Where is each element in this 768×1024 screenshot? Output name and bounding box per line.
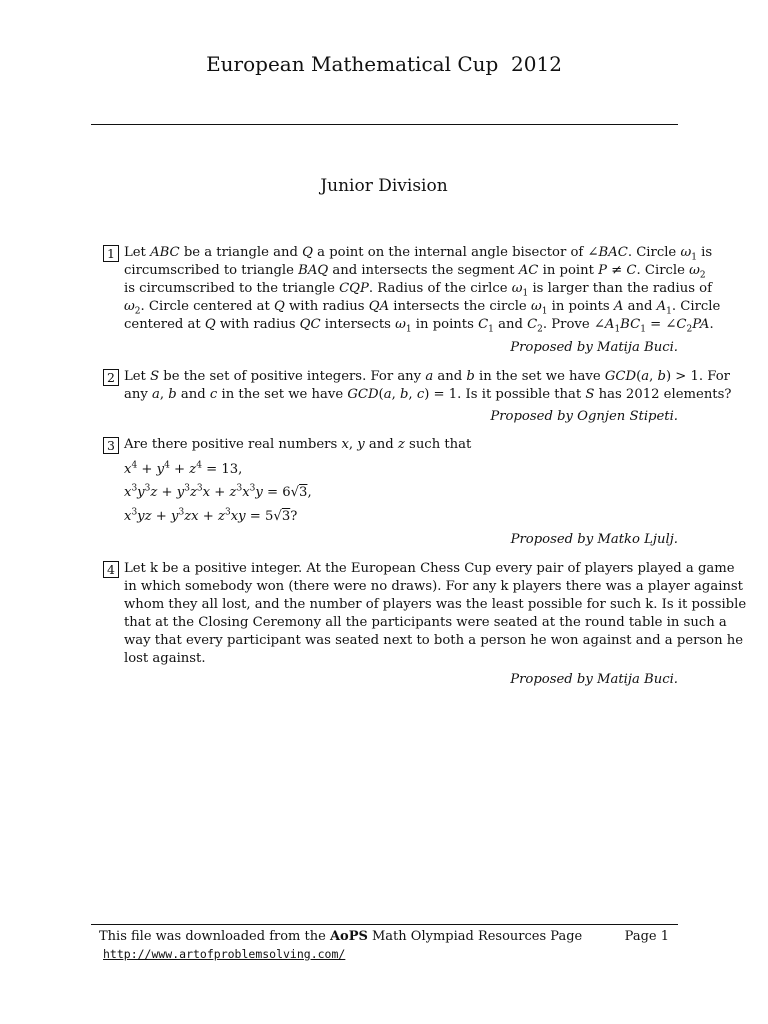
page-number: Page 1 bbox=[624, 929, 669, 944]
problem-3 bbox=[103, 436, 678, 548]
problem-line: that at the Closing Ceremony all the participants were seated at the round table in such a bbox=[124, 615, 727, 630]
equation-1: $x^4 + y^4 + z^4 = 13$, bbox=[124, 460, 243, 477]
problem-credit: Proposed by Ognjen Stipeti. bbox=[490, 409, 678, 424]
problem-line: Let ABC be a triangle and Q a point on the internal angle bisector of ∠BAC. Circle $\omega_1$ is bbox=[124, 245, 713, 263]
problem-2 bbox=[103, 368, 732, 426]
problem-number: 2 bbox=[103, 369, 119, 386]
problem-line: is circumscribed to the triangle CQP. Radius of the cirlce $\omega_1$ is larger than the radius of bbox=[124, 281, 712, 299]
equation-2: $x^3y^3z + y^3z^3x + z^3x^3y = 6√3$, bbox=[124, 483, 312, 500]
problem-line: way that every participant was seated next to both a person he won against and a person he bbox=[124, 633, 744, 648]
document-title: European Mathematical Cup 2012 bbox=[206, 52, 562, 76]
title-divider bbox=[91, 124, 678, 125]
problem-line: in which somebody won (there were no draws). For any k players there was a player against bbox=[124, 579, 743, 594]
footer-text-before: This file was downloaded from the bbox=[99, 929, 330, 944]
problem-line: circumscribed to triangle BAQ and intersects the segment AC in point P ≠ C. Circle $\omega_2$ bbox=[124, 263, 706, 281]
problem-line: Let k be a positive integer. At the European Chess Cup every pair of players played a game bbox=[124, 561, 735, 576]
problem-credit: Proposed by Matija Buci. bbox=[510, 340, 678, 355]
problem-line: Let S be the set of positive integers. For any a and b in the set we have GCD(a, b) > 1. For bbox=[124, 369, 730, 384]
problem-line: Are there positive real numbers x, y and z such that bbox=[124, 437, 472, 452]
footer-divider bbox=[91, 924, 678, 925]
problem-credit: Proposed by Matija Buci. bbox=[510, 672, 678, 687]
problem-number: 4 bbox=[103, 561, 119, 578]
footer-text-after: Math Olympiad Resources Page bbox=[367, 929, 583, 944]
problem-credit: Proposed by Matko Ljulj. bbox=[510, 532, 678, 547]
problem-number: 3 bbox=[103, 437, 119, 454]
footer-note bbox=[99, 929, 582, 944]
problem-line: centered at Q with radius QC intersects $\omega_1$ in points $C_1$ and $C_2$. Prove $\angle A_1BC_1$ = $\angle C_2PA$. bbox=[124, 317, 714, 335]
aops-brand: AoPS bbox=[329, 929, 368, 944]
problem-line: $\omega_2$. Circle centered at Q with radius QA intersects the circle $\omega_1$ in points A and $A_1$. Circle bbox=[124, 299, 721, 317]
equation-3: $x^3yz + y^3zx + z^3xy = 5√3$? bbox=[124, 507, 298, 524]
problem-1 bbox=[103, 244, 721, 356]
problem-line: whom they all lost, and the number of players was the least possible for such k. Is it possible bbox=[124, 597, 747, 612]
problem-line: any a, b and c in the set we have GCD(a, b, c) = 1. Is it possible that S has 2012 elements? bbox=[124, 387, 732, 402]
problem-4 bbox=[103, 560, 747, 690]
division-heading: Junior Division bbox=[320, 176, 448, 196]
aops-link[interactable]: http://www.artofproblemsolving.com/ bbox=[103, 947, 346, 961]
problem-number: 1 bbox=[103, 245, 119, 262]
problem-line: lost against. bbox=[124, 651, 206, 666]
